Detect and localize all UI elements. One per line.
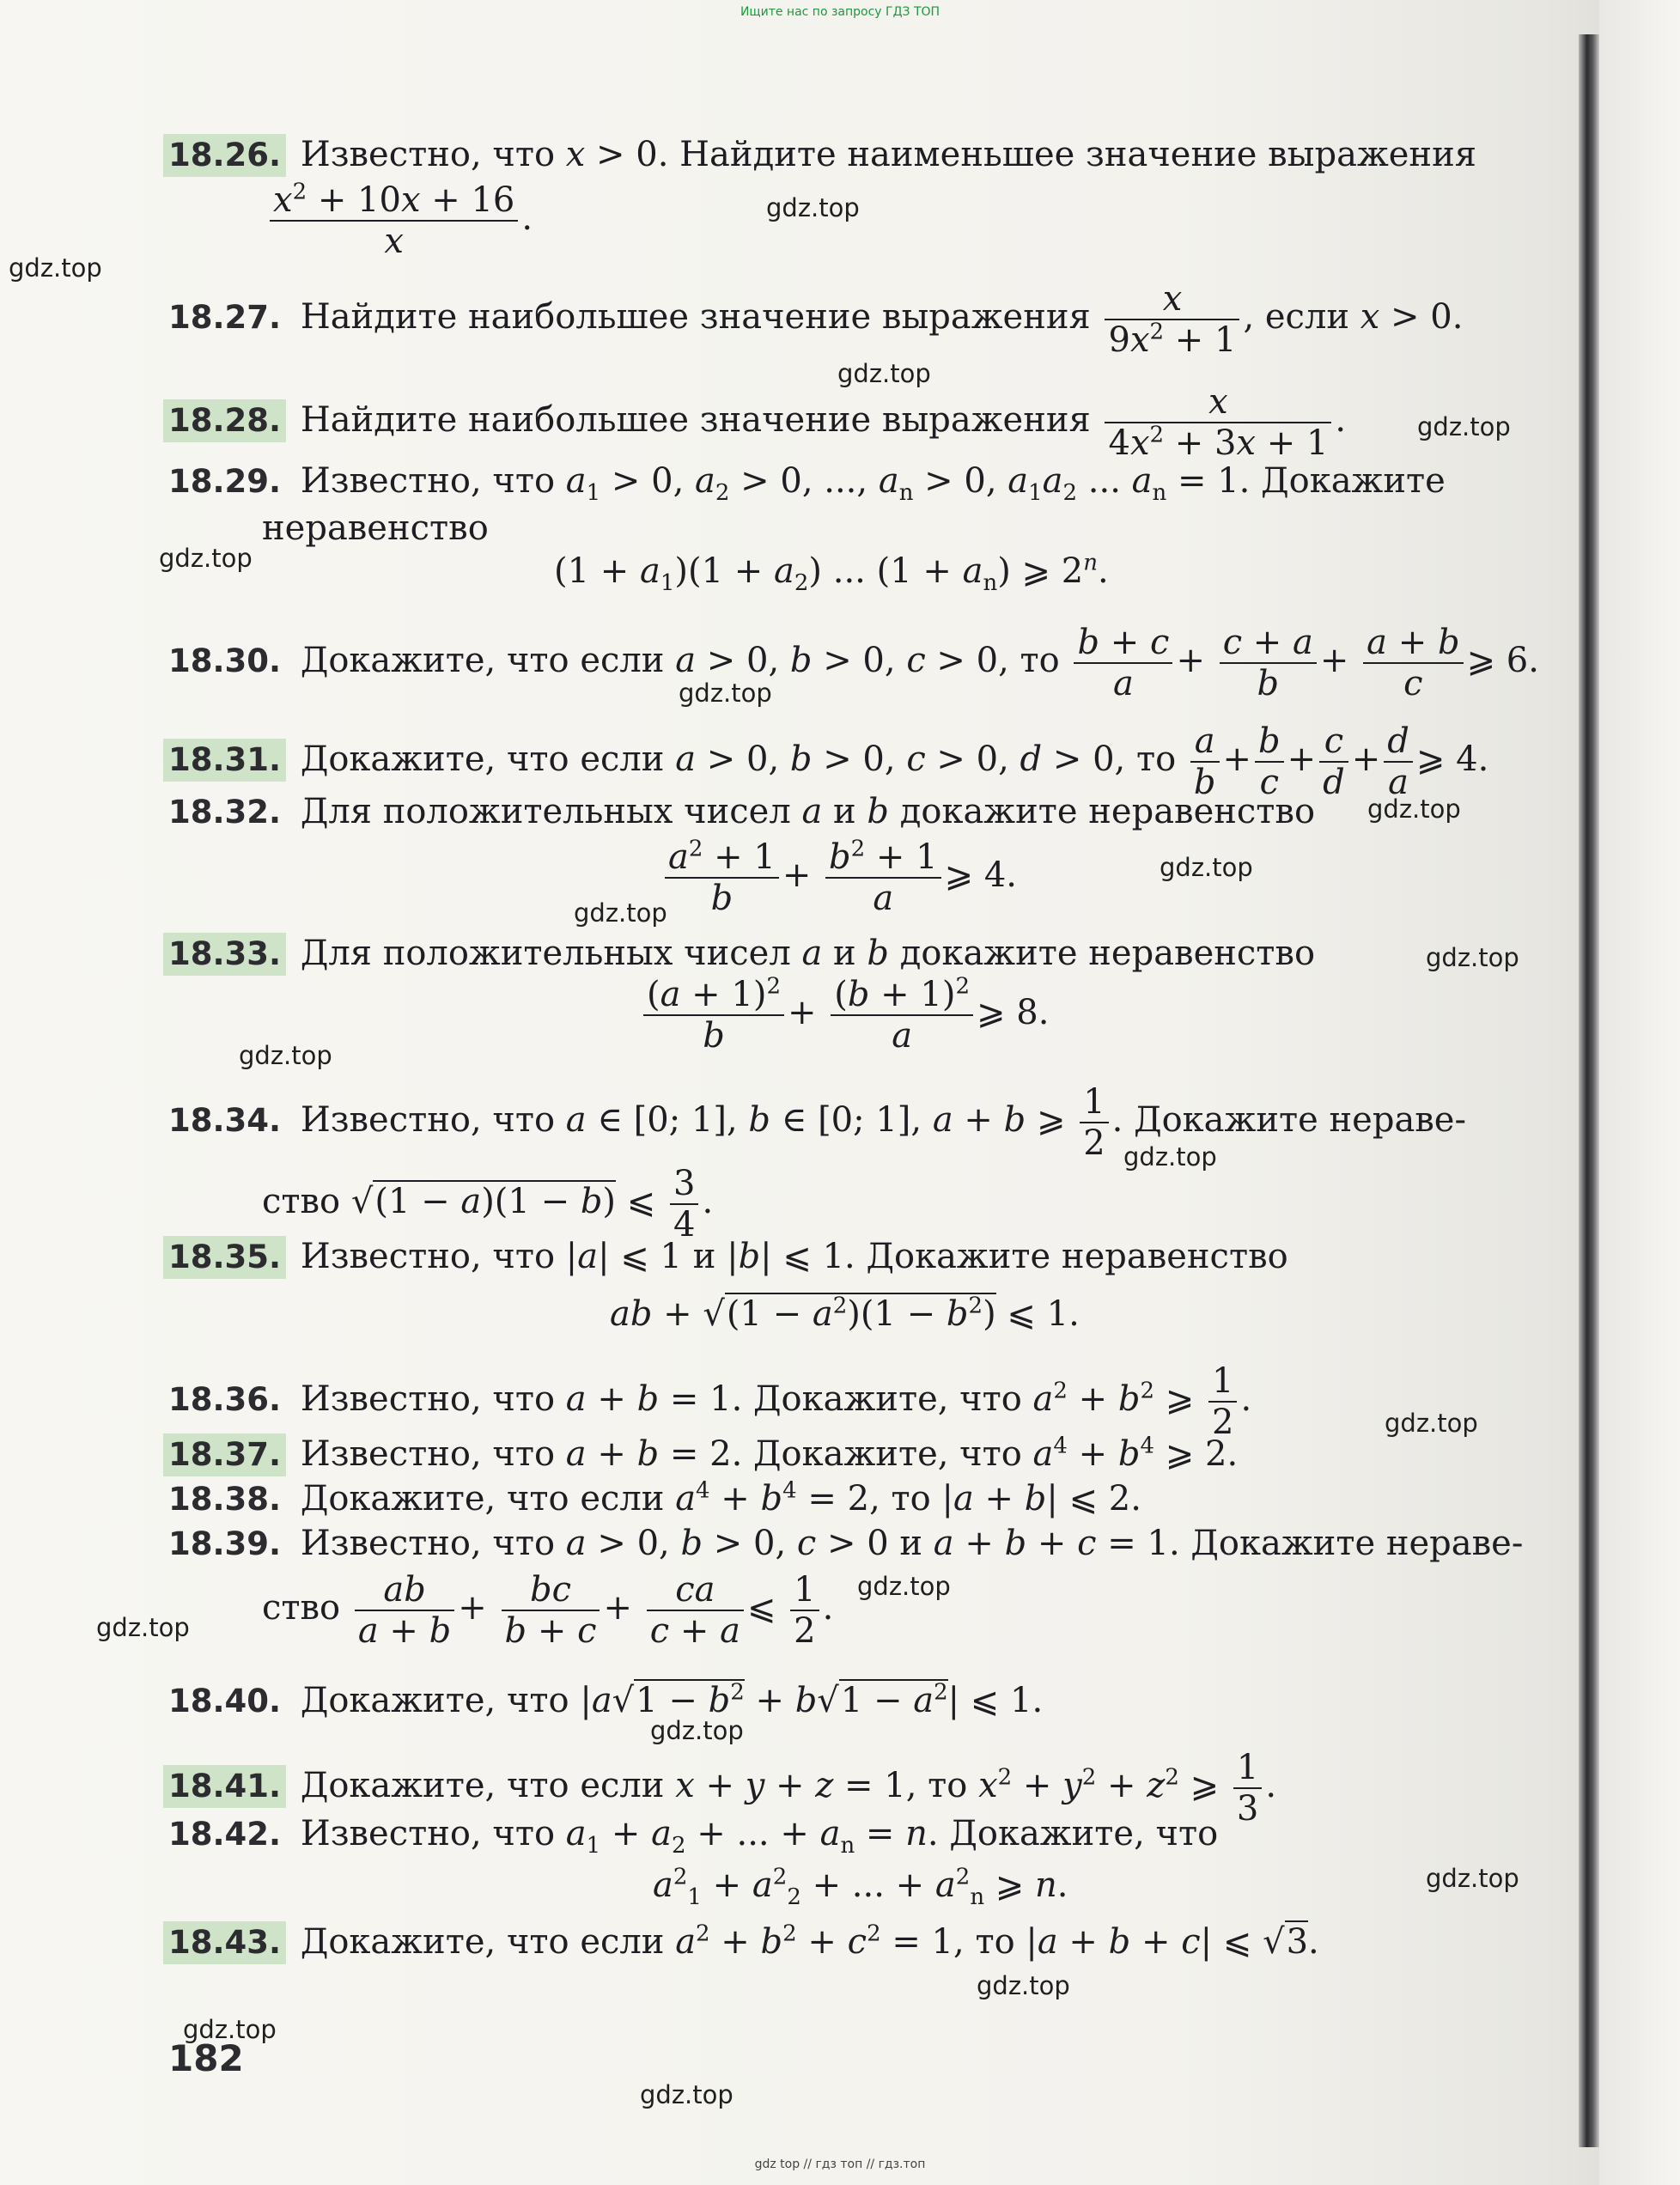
problem-18-32: 18.32. Для положительных чисел a и b докажите неравенство <box>168 792 1316 831</box>
problem-number: 18.26. <box>163 134 286 177</box>
watermark: gdz.top <box>766 193 860 222</box>
watermark: gdz.top <box>1160 853 1253 882</box>
inequality-18-32: $\frac{a^2 + 1}{b}$ + $\frac{b^2 + 1}{a}$ ⩾ 4. <box>661 837 1017 918</box>
problem-18-30: 18.30. Докажите, что если a > 0, b > 0, c > 0, то $\frac{b + c}{a}$ + $\frac{c + a}{b}$ + $\frac{a + b}{c}$ ⩾ 6. <box>168 623 1539 703</box>
book-spine-shadow <box>1579 34 1599 2147</box>
problem-18-34-continuation: ство √(1 − a)(1 − b) ⩽ $\frac{3}{4}$ . <box>262 1164 714 1245</box>
problem-18-43: 18.43. Докажите, что если $a^2 + b^2 + c^2 = 1$, то |a + b + c| ⩽ √3. <box>163 1920 1503 1964</box>
watermark: gdz.top <box>159 544 253 573</box>
watermark: gdz.top <box>183 2015 277 2044</box>
page-number: 182 <box>168 2037 244 2079</box>
problem-18-28: 18.28. Найдите наибольшее значение выражения $\frac{x}{4x^2 + 3x + 1}$ . <box>163 382 1503 463</box>
problem-18-42: 18.42. Известно, что $a_1 + a_2$ + ... + $a_n = n$. Докажите, что <box>168 1814 1219 1859</box>
problem-18-27: 18.27. Найдите наибольшее значение выражения $\frac{x}{9x^2 + 1}$ , если x > 0. <box>168 279 1464 360</box>
problem-18-26: 18.26. Известно, что x > 0. Найдите наименьшее значение выражения <box>163 133 1503 177</box>
problem-18-34: 18.34. Известно, что a ∈ [0; 1], b ∈ [0; 1], a + b ⩾ $\frac{1}{2}$ . Докажите нераве- <box>168 1082 1466 1163</box>
book-edge <box>1599 0 1680 2185</box>
problem-18-37: 18.37. Известно, что a + b = 2. Докажите, что $a^4 + b^4$ ⩾ 2. <box>163 1433 1503 1476</box>
problem-18-39: 18.39. Известно, что a > 0, b > 0, c > 0 и a + b + c = 1. Докажите нераве <box>168 1524 1512 1563</box>
problem-18-39-continuation: ство $\frac{ab}{a + b}$ + $\frac{bc}{b + c}$ + $\frac{ca}{c + a}$ ⩽ $\frac{1}{2}$ . <box>262 1570 834 1651</box>
watermark: gdz.top <box>977 1971 1070 2000</box>
problem-18-35: 18.35. Известно, что |a| ⩽ 1 и |b| ⩽ 1. Докажите неравенство <box>163 1235 1503 1279</box>
watermark: gdz.top <box>1367 794 1461 824</box>
watermark: gdz.top <box>239 1041 332 1070</box>
problem-18-38: 18.38. Докажите, что если $a^4 + b^4 = 2$, то |a + b| ⩽ 2. <box>168 1477 1141 1519</box>
watermark: gdz.top <box>96 1613 190 1642</box>
problem-18-29: 18.29. Известно, что $a_1 > 0$, $a_2 > 0$, ..., $a_n > 0$, $a_1a_2$ ... $a_n = 1$. Докажите <box>168 461 1446 506</box>
watermark: gdz.top <box>574 898 667 928</box>
problem-18-31: 18.31. Докажите, что если a > 0, b > 0, c > 0, d > 0, то $\frac{a}{b}$ + $\frac{b}{c}$ + $\frac{c}{d}$ + $\frac{d}{a}$ ⩾ 4. <box>163 721 1503 802</box>
watermark: gdz.top <box>1123 1142 1217 1172</box>
inequality-18-42: $a^2_1 + a^2_2$ + ... + $a^2_n$ ⩾ n. <box>653 1864 1068 1910</box>
expression-18-26: $\frac{x^2 + 10x + 16}{x}$ . <box>266 180 533 261</box>
problem-18-40: 18.40. Докажите, что $|a√1 - b^2 + b√1 - a^2|$ ⩽ 1. <box>168 1679 1044 1720</box>
watermark: gdz.top <box>1417 412 1511 441</box>
watermark: gdz.top <box>857 1572 951 1601</box>
problem-18-33: 18.33. Для положительных чисел a и b докажите неравенство <box>163 932 1503 976</box>
watermark: gdz.top <box>1426 943 1519 972</box>
problem-18-41: 18.41. Докажите, что если x + y + z = 1, то $x^2 + y^2 + z^2$ ⩾ $\frac{1}{3}$ . <box>163 1748 1503 1829</box>
watermark: gdz.top <box>1385 1409 1478 1438</box>
footer-note: gdz top // гдз топ // гдз.топ <box>754 2158 926 2171</box>
watermark: gdz.top <box>837 359 931 388</box>
watermark: gdz.top <box>679 679 772 708</box>
problem-18-36: 18.36. Известно, что a + b = 1. Докажите, что $a^2 + b^2$ ⩾ $\frac{1}{2}$ . <box>168 1361 1252 1442</box>
watermark: gdz.top <box>1426 1864 1519 1893</box>
inequality-18-33: $\frac{(a + 1)^2}{b}$ + $\frac{(b + 1)^2}{a}$ ⩾ 8. <box>640 975 1049 1056</box>
watermark: gdz.top <box>650 1716 744 1745</box>
problem-18-29-continuation: неравенство <box>262 508 489 548</box>
header-note: Ищите нас по запросу ГДЗ ТОП <box>740 5 940 19</box>
watermark: gdz.top <box>9 253 102 283</box>
inequality-18-35: ab + $√(1 - a^2)(1 - b^2)$ ⩽ 1. <box>610 1293 1080 1334</box>
watermark: gdz.top <box>640 2080 733 2109</box>
inequality-18-29: $(1 + a_1)(1 + a_2)$ ... $(1 + a_n)$ ⩾ 2$^n$. <box>554 550 1109 596</box>
